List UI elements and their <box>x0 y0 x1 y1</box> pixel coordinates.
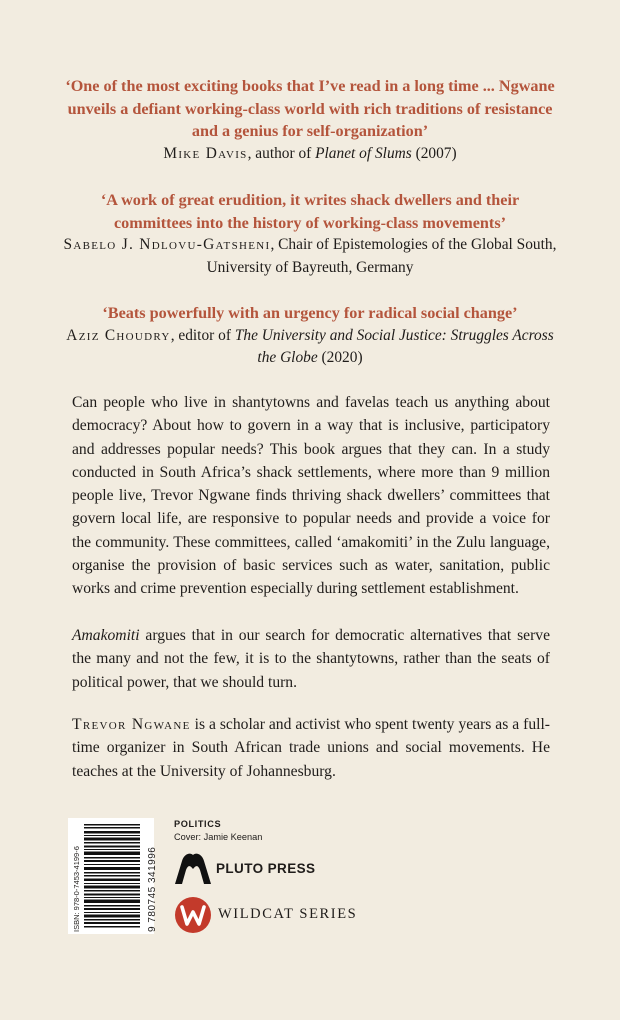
barcode <box>68 818 158 934</box>
publisher-name: PLUTO PRESS <box>216 861 316 876</box>
book-title: Amakomiti <box>72 627 140 644</box>
blurb-1 <box>60 75 560 165</box>
blurb-quote: ‘One of the most exciting books that I’ve read in a long time ... Ngwane unveils a defiant working-class world with rich traditions of resistance and a genius for self-organization’ <box>65 77 555 140</box>
blurb-author: Sabelo J. Ndlovu-Gatsheni <box>63 236 271 253</box>
blurb-quote: ‘A work of great erudition, it writes shack dwellers and their committees into the history of working-class movements’ <box>100 191 520 232</box>
blurb-attribution <box>60 234 560 279</box>
description-paragraph: Can people who live in shantytowns and favelas teach us anything about democracy? About how to govern in a way that is inclusive, participatory and addresses popular needs? This book argues that they can. In a study conducted in South Africa’s shack settlements, where more than 9 million people live, Trevor Ngwane finds thriving shack dwellers’ committees that govern local life, are responsive to popular needs and provide a voice for the community. These committees, called ‘amakomiti’ in the Zulu language, organise the provision of basic services such as water, sanitation, public works and crime prevention especially during settlement establishment. <box>72 394 550 598</box>
blurb-2 <box>60 189 560 279</box>
blurb-year: (2020) <box>317 349 363 366</box>
blurb-author-desc: , editor of <box>170 326 235 344</box>
blurb-attribution <box>60 143 560 166</box>
blurb-author-desc: , author of <box>247 144 316 162</box>
blurb-3 <box>60 302 560 370</box>
blurb-author: Aziz Choudry <box>66 326 171 344</box>
blurb-book-title: Planet of Slums <box>315 144 412 162</box>
pluto-press-logo-icon <box>174 851 212 885</box>
author-bio <box>72 713 550 783</box>
isbn-label: ISBN: 978-0-7453-4199-6 <box>72 846 81 932</box>
wildcat-logo-icon <box>174 896 212 934</box>
barcode-digits: 9 780745 341996 <box>147 846 158 932</box>
blurb-year: (2007) <box>411 144 457 162</box>
blurb-book-title: The University and Social Justice: Struggles Across the Globe <box>234 326 554 366</box>
argument-text: argues that in our search for democratic alternatives that serve the many and not the few, it is to the shantytowns, rather than the seats of political power, that we should turn. <box>72 627 550 691</box>
blurb-quote: ‘Beats powerfully with an urgency for radical social change’ <box>102 304 518 322</box>
author-name: Trevor Ngwane <box>72 716 191 733</box>
cover-credit: Cover: Jamie Keenan <box>174 832 263 842</box>
blurb-author-desc: , Chair of Epistemologies of the Global South, University of Bayreuth, Germany <box>206 236 557 276</box>
argument-paragraph <box>72 624 550 694</box>
blurb-author: Mike Davis <box>163 144 248 162</box>
barcode-bars <box>84 824 140 928</box>
category-label: POLITICS <box>174 819 222 829</box>
author-bio-text: is a scholar and activist who spent twenty years as a full-time organizer in South African trade unions and social movements. He teaches at the University of Johannesburg. <box>72 716 550 780</box>
blurb-attribution <box>60 325 560 370</box>
series-name: WILDCAT SERIES <box>218 906 358 922</box>
